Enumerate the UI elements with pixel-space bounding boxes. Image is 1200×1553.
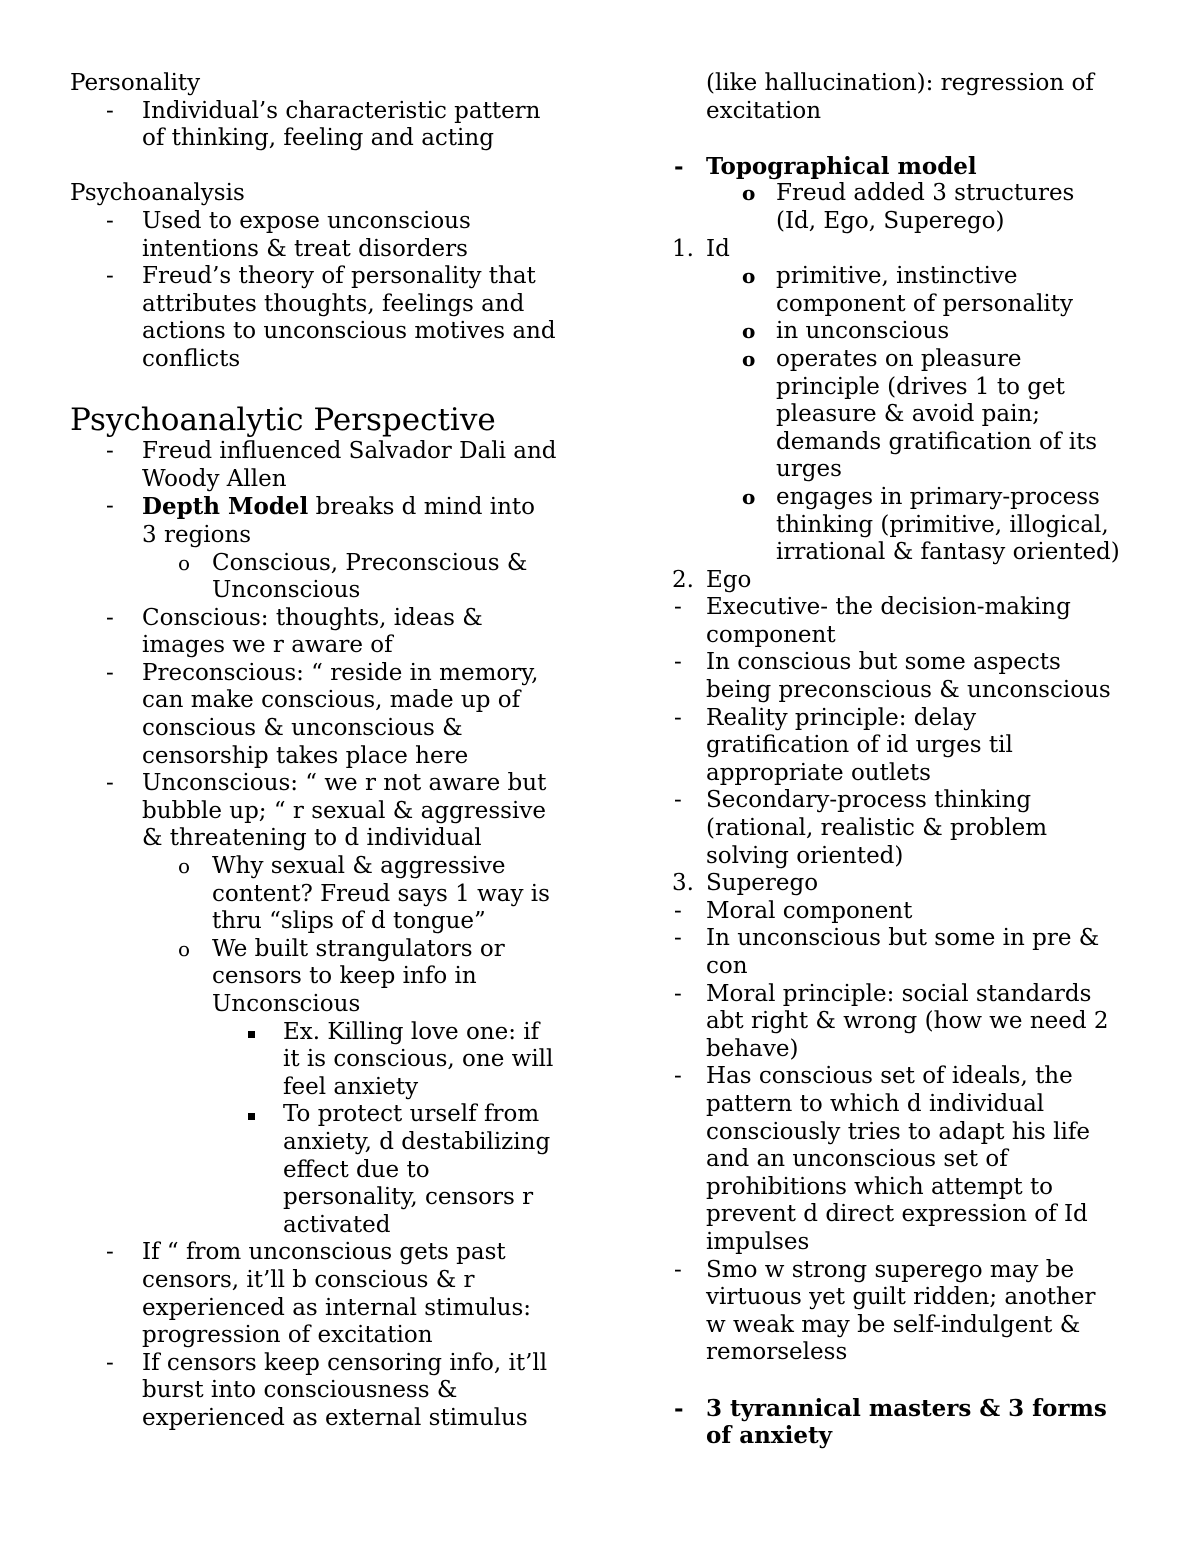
list-item-text: pattern to which d individual (706, 1090, 1045, 1117)
list-item-text: progression of excitation (142, 1322, 433, 1349)
list-item-line (70, 715, 590, 743)
list-item-line (70, 825, 590, 853)
list-item-text: primitive, instinctive (776, 263, 1018, 290)
list-item-text: (rational, realistic & problem (706, 815, 1048, 842)
list-item-line (672, 1395, 1142, 1423)
list-item-line (672, 208, 1142, 236)
list-item (672, 153, 1142, 181)
list-item (70, 208, 590, 263)
list-item-line (672, 1339, 1142, 1367)
list-item-text: being preconscious & unconscious (706, 677, 1111, 704)
list-item (70, 493, 590, 549)
list-item (70, 770, 590, 853)
list-item-line (672, 843, 1142, 871)
list-item-text: demands gratification of its (776, 428, 1098, 455)
circle-bullet-icon: o (742, 346, 756, 371)
list-item-line (672, 760, 1142, 788)
list-item-line (70, 291, 590, 319)
list-item-text: actions to unconscious motives and (142, 318, 556, 345)
list-item-text: Unconscious (212, 991, 361, 1017)
list-item-line (672, 512, 1142, 540)
list-item-line (70, 1295, 590, 1323)
list-item-text: gratification of id urges til (706, 732, 1013, 759)
list-item (70, 550, 590, 605)
list-item-text: Topographical model (706, 152, 977, 180)
list-item-text: Ex. Killing love one: if (283, 1018, 540, 1045)
list-item (70, 936, 590, 1019)
list-item-line (70, 550, 590, 578)
list-item-line (672, 1036, 1142, 1064)
list-item-text: operates on pleasure (776, 345, 1022, 372)
list-item (672, 1395, 1142, 1450)
list-item-line (70, 1377, 590, 1405)
list-item-line (672, 567, 1142, 595)
list-item-line (672, 1119, 1142, 1147)
list-item-line (672, 291, 1142, 319)
list-item-text: Individual’s characteristic pattern (142, 97, 541, 124)
list-item-text: 3 regions (142, 521, 252, 548)
list-item-text: bubble up; “ r sexual & aggressive (142, 797, 546, 824)
list-number: 1. (672, 235, 694, 262)
list-item-line (70, 936, 590, 964)
list-item-text: Moral principle: social standards (706, 980, 1092, 1007)
list-item-text: personality, censors r (283, 1184, 534, 1211)
list-item-line (70, 1350, 590, 1378)
dash-bullet-icon: - (674, 704, 682, 731)
list-item-line (70, 853, 590, 881)
list-item-line (672, 456, 1142, 484)
list-item-line (672, 1257, 1142, 1285)
list-item-line (70, 1322, 590, 1350)
list-item-line (70, 208, 590, 236)
list-item-text: Smo w strong superego may be (706, 1256, 1075, 1283)
list-item-text: Reality principle: delay (706, 704, 977, 731)
dash-bullet-icon: - (106, 659, 114, 686)
list-item-line (672, 705, 1142, 733)
list-item (70, 660, 590, 770)
list-item (672, 925, 1142, 980)
list-item-text: We built strangulators or (212, 935, 505, 962)
heading-line (70, 180, 590, 208)
list-item-line (70, 632, 590, 660)
circle-bullet-icon: o (742, 319, 756, 344)
heading-text: Psychoanalysis (70, 180, 245, 207)
list-item-text: burst into consciousness & (142, 1377, 458, 1404)
dash-bullet-icon: - (106, 604, 114, 631)
list-item-text: content? Freud says 1 way is (212, 880, 550, 907)
list-item (672, 787, 1142, 870)
list-item-text: w weak may be self-indulgent & (706, 1311, 1081, 1338)
list-item-line (70, 1101, 590, 1129)
list-item-line (70, 1019, 590, 1047)
list-item-line (672, 429, 1142, 457)
list-item-text: component (706, 621, 836, 648)
list-item-line (672, 1229, 1142, 1257)
heading-line (70, 70, 590, 98)
list-item-line (70, 1046, 590, 1074)
list-item-line (70, 125, 590, 153)
list-item (672, 1063, 1142, 1256)
list-item-line (672, 153, 1142, 181)
list-item-text: In conscious but some aspects (706, 649, 1061, 676)
dash-bullet-icon: - (674, 925, 682, 952)
list-item-text: pleasure & avoid pain; (776, 401, 1041, 428)
list-item-line (672, 484, 1142, 512)
list-item-line (672, 236, 1142, 264)
list-item-text: solving oriented) (706, 842, 904, 869)
list-item-line (70, 1157, 590, 1185)
list-item (672, 70, 1142, 125)
list-item-line (672, 815, 1142, 843)
list-item-line (672, 925, 1142, 953)
list-item-line (672, 374, 1142, 402)
list-item-line (70, 1239, 590, 1267)
list-item (70, 438, 590, 493)
dash-bullet-icon: - (106, 1349, 114, 1376)
dash-bullet-icon: - (674, 1394, 684, 1422)
circle-bullet-icon: o (742, 264, 756, 289)
list-item-text: experienced as external stimulus (142, 1404, 528, 1431)
list-item-line (70, 798, 590, 826)
list-item-line (70, 743, 590, 771)
dash-bullet-icon: - (674, 897, 682, 924)
square-bullet-icon (248, 1019, 255, 1047)
circle-bullet-icon: o (178, 854, 191, 879)
dash-bullet-icon: - (106, 770, 114, 797)
list-item-line (70, 963, 590, 991)
blank-line (672, 125, 1142, 153)
right-column (672, 70, 1142, 1450)
list-item-text: Conscious: thoughts, ideas & (142, 604, 483, 631)
list-item-line (70, 318, 590, 346)
list-item-line (672, 1284, 1142, 1312)
list-item (70, 605, 590, 660)
dash-bullet-icon: - (106, 97, 114, 124)
list-item-text: engages in primary-process (776, 483, 1100, 510)
list-item (672, 180, 1142, 235)
list-item-line (70, 1267, 590, 1295)
list-item-line (672, 1201, 1142, 1229)
list-item-line (672, 649, 1142, 677)
list-item-line (70, 660, 590, 688)
list-item-text: conflicts (142, 345, 241, 372)
list-item-text: component of personality (776, 290, 1074, 317)
list-item-line (70, 1405, 590, 1433)
list-item-text: Preconscious: “ reside in memory, (142, 659, 539, 686)
list-item (70, 98, 590, 153)
list-item-line (672, 401, 1142, 429)
list-item-line (672, 1174, 1142, 1202)
list-item-text: If “ from unconscious gets past (142, 1239, 506, 1266)
list-item-text: (Id, Ego, Superego) (776, 207, 1005, 234)
list-item-text: and an unconscious set of (706, 1146, 1008, 1173)
list-item-line (672, 787, 1142, 815)
section-title: Psychoanalytic Perspective (70, 402, 496, 439)
list-item-text: irrational & fantasy oriented) (776, 539, 1120, 566)
list-item-line (70, 466, 590, 494)
list-item-line (70, 687, 590, 715)
list-item-text: in unconscious (776, 318, 950, 345)
list-item-line (672, 98, 1142, 126)
section-heading (70, 403, 590, 438)
list-item-text: thru “slips of d tongue” (212, 908, 486, 935)
list-item-text: Id (706, 235, 730, 262)
list-item-line (672, 539, 1142, 567)
list-item (70, 1019, 590, 1102)
blank-line (70, 374, 590, 402)
list-item-text: anxiety, d destabilizing (283, 1128, 551, 1155)
list-item-line (70, 98, 590, 126)
list-item-line (672, 870, 1142, 898)
list-item-line (70, 346, 590, 374)
list-item-text: Woody Allen (142, 465, 287, 492)
list-item (70, 1239, 590, 1349)
list-item-line (672, 1312, 1142, 1340)
list-number: 2. (672, 566, 694, 593)
dash-bullet-icon: - (106, 263, 114, 290)
list-item-line (70, 770, 590, 798)
list-item-text: feel anxiety (283, 1073, 419, 1100)
list-item-line (672, 263, 1142, 291)
list-item-line (70, 1129, 590, 1157)
list-item-text: Why sexual & aggressive (212, 853, 506, 880)
list-item-text: In unconscious but some in pre & (706, 925, 1100, 952)
heading-text: Personality (70, 70, 201, 96)
list-item-line (672, 1146, 1142, 1174)
list-item-text: of anxiety (706, 1422, 832, 1450)
list-item-line (672, 981, 1142, 1009)
list-item-text: Freud added 3 structures (776, 180, 1075, 207)
list-item-line (672, 622, 1142, 650)
list-item-line (672, 953, 1142, 981)
list-item-text: Conscious, Preconscious & (212, 549, 528, 576)
list-item-text: abt right & wrong (how we need 2 (706, 1008, 1109, 1035)
list-item-line (672, 1063, 1142, 1091)
list-item-line (672, 1422, 1142, 1450)
list-item-text: Unconscious: “ we r not aware but (142, 770, 547, 797)
list-item-line (70, 991, 590, 1019)
dash-bullet-icon: - (674, 787, 682, 814)
list-item (672, 981, 1142, 1064)
list-item-text: virtuous yet guilt ridden; another (706, 1284, 1096, 1311)
list-item-text: excitation (706, 97, 822, 124)
list-item (70, 853, 590, 936)
dash-bullet-icon: - (674, 594, 682, 621)
blank-line (672, 1367, 1142, 1395)
list-item-line (672, 346, 1142, 374)
circle-bullet-icon: o (178, 550, 191, 575)
list-item-text: Used to expose unconscious (142, 207, 471, 234)
list-item-text: can make conscious, made up of (142, 687, 521, 714)
list-item-line (672, 1008, 1142, 1036)
list-item-line (70, 493, 590, 522)
square-bullet-icon (248, 1101, 255, 1129)
list-item-text: & threatening to d individual (142, 825, 482, 852)
dash-bullet-icon: - (674, 1063, 682, 1090)
list-item-line (672, 70, 1142, 98)
list-item (70, 1350, 590, 1433)
list-item-text: experienced as internal stimulus: (142, 1294, 532, 1321)
list-item-line (70, 1212, 590, 1240)
list-item-text: Executive- the decision-making (706, 594, 1071, 621)
list-item-text: consciously tries to adapt his life (706, 1118, 1090, 1145)
list-item-text: activated (283, 1211, 391, 1238)
list-item-text: breaks d mind into (308, 494, 535, 521)
list-item-text: images we r aware of (142, 632, 393, 659)
dash-bullet-icon: - (106, 438, 114, 465)
list-item-line (70, 1184, 590, 1212)
circle-bullet-icon: o (742, 181, 756, 206)
list-item-text: Superego (706, 870, 819, 897)
dash-bullet-icon: - (674, 152, 684, 180)
list-item-line (70, 522, 590, 550)
list-item-line (672, 1091, 1142, 1119)
list-item-text: Has conscious set of ideals, the (706, 1063, 1073, 1090)
list-item-line (672, 594, 1142, 622)
list-item-text: principle (drives 1 to get (776, 373, 1065, 400)
list-item (672, 705, 1142, 788)
left-column (70, 70, 590, 1433)
dash-bullet-icon: - (106, 207, 114, 234)
list-item-text: Ego (706, 566, 752, 593)
list-item-line (70, 577, 590, 605)
list-item-text: effect due to (283, 1156, 430, 1183)
list-item-text: Freud influenced Salvador Dali and (142, 438, 557, 465)
list-item-line (70, 1074, 590, 1102)
list-number: 3. (672, 870, 694, 897)
list-item-text: Freud’s theory of personality that (142, 263, 536, 290)
list-item-line (672, 180, 1142, 208)
list-item-text: censors, it’ll b conscious & r (142, 1266, 475, 1293)
list-item-text: censorship takes place here (142, 742, 469, 769)
dash-bullet-icon: - (674, 1256, 682, 1283)
list-item-line (70, 263, 590, 291)
list-item-line (70, 881, 590, 909)
list-item-text: prevent d direct expression of Id (706, 1201, 1088, 1228)
list-item-text: Moral component (706, 897, 913, 924)
list-item (672, 649, 1142, 704)
list-item (70, 1101, 590, 1239)
list-item (672, 1257, 1142, 1367)
list-item-text: thinking (primitive, illogical, (776, 511, 1109, 538)
list-item-line (672, 677, 1142, 705)
list-item-line (70, 236, 590, 264)
bold-term: Depth Model (142, 493, 309, 521)
list-item-text: it is conscious, one will (283, 1046, 554, 1073)
list-item-line (70, 908, 590, 936)
list-item-line (70, 605, 590, 633)
list-item (672, 346, 1142, 484)
blank-line (70, 153, 590, 181)
list-item-text: 3 tyrannical masters & 3 forms (706, 1394, 1107, 1422)
list-item-text: attributes thoughts, feelings and (142, 290, 525, 317)
list-item (70, 263, 590, 373)
list-item-line (70, 438, 590, 466)
list-item-text: If censors keep censoring info, it’ll (142, 1349, 548, 1376)
list-item-text: To protect urself from (283, 1101, 540, 1128)
list-item-text: urges (776, 456, 842, 483)
list-item (672, 318, 1142, 346)
list-item-text: (like hallucination): regression of (706, 70, 1094, 96)
list-item-line (672, 898, 1142, 926)
list-item-line (672, 318, 1142, 346)
list-item-text: impulses (706, 1228, 810, 1255)
list-item (672, 236, 1142, 264)
list-item (672, 594, 1142, 649)
list-item-text: censors to keep info in (212, 963, 477, 990)
list-item-text: conscious & unconscious & (142, 715, 463, 742)
list-item-text: Secondary-process thinking (706, 787, 1032, 814)
circle-bullet-icon: o (742, 484, 756, 509)
list-item-text: of thinking, feeling and acting (142, 125, 494, 152)
list-item-text: Unconscious (212, 577, 361, 604)
list-item-text: appropriate outlets (706, 759, 931, 786)
circle-bullet-icon: o (178, 936, 191, 961)
dash-bullet-icon: - (674, 649, 682, 676)
list-item-line (672, 732, 1142, 760)
list-item-text: con (706, 953, 748, 979)
list-item-text: prohibitions which attempt to (706, 1173, 1054, 1200)
dash-bullet-icon: - (106, 493, 114, 520)
list-item (672, 263, 1142, 318)
dash-bullet-icon: - (674, 980, 682, 1007)
list-item-text: behave) (706, 1035, 799, 1062)
list-item (672, 484, 1142, 567)
list-item (672, 567, 1142, 595)
list-item-text: intentions & treat disorders (142, 235, 468, 262)
list-item (672, 898, 1142, 926)
list-item-text: remorseless (706, 1339, 848, 1366)
list-item (672, 870, 1142, 898)
dash-bullet-icon: - (106, 1239, 114, 1266)
